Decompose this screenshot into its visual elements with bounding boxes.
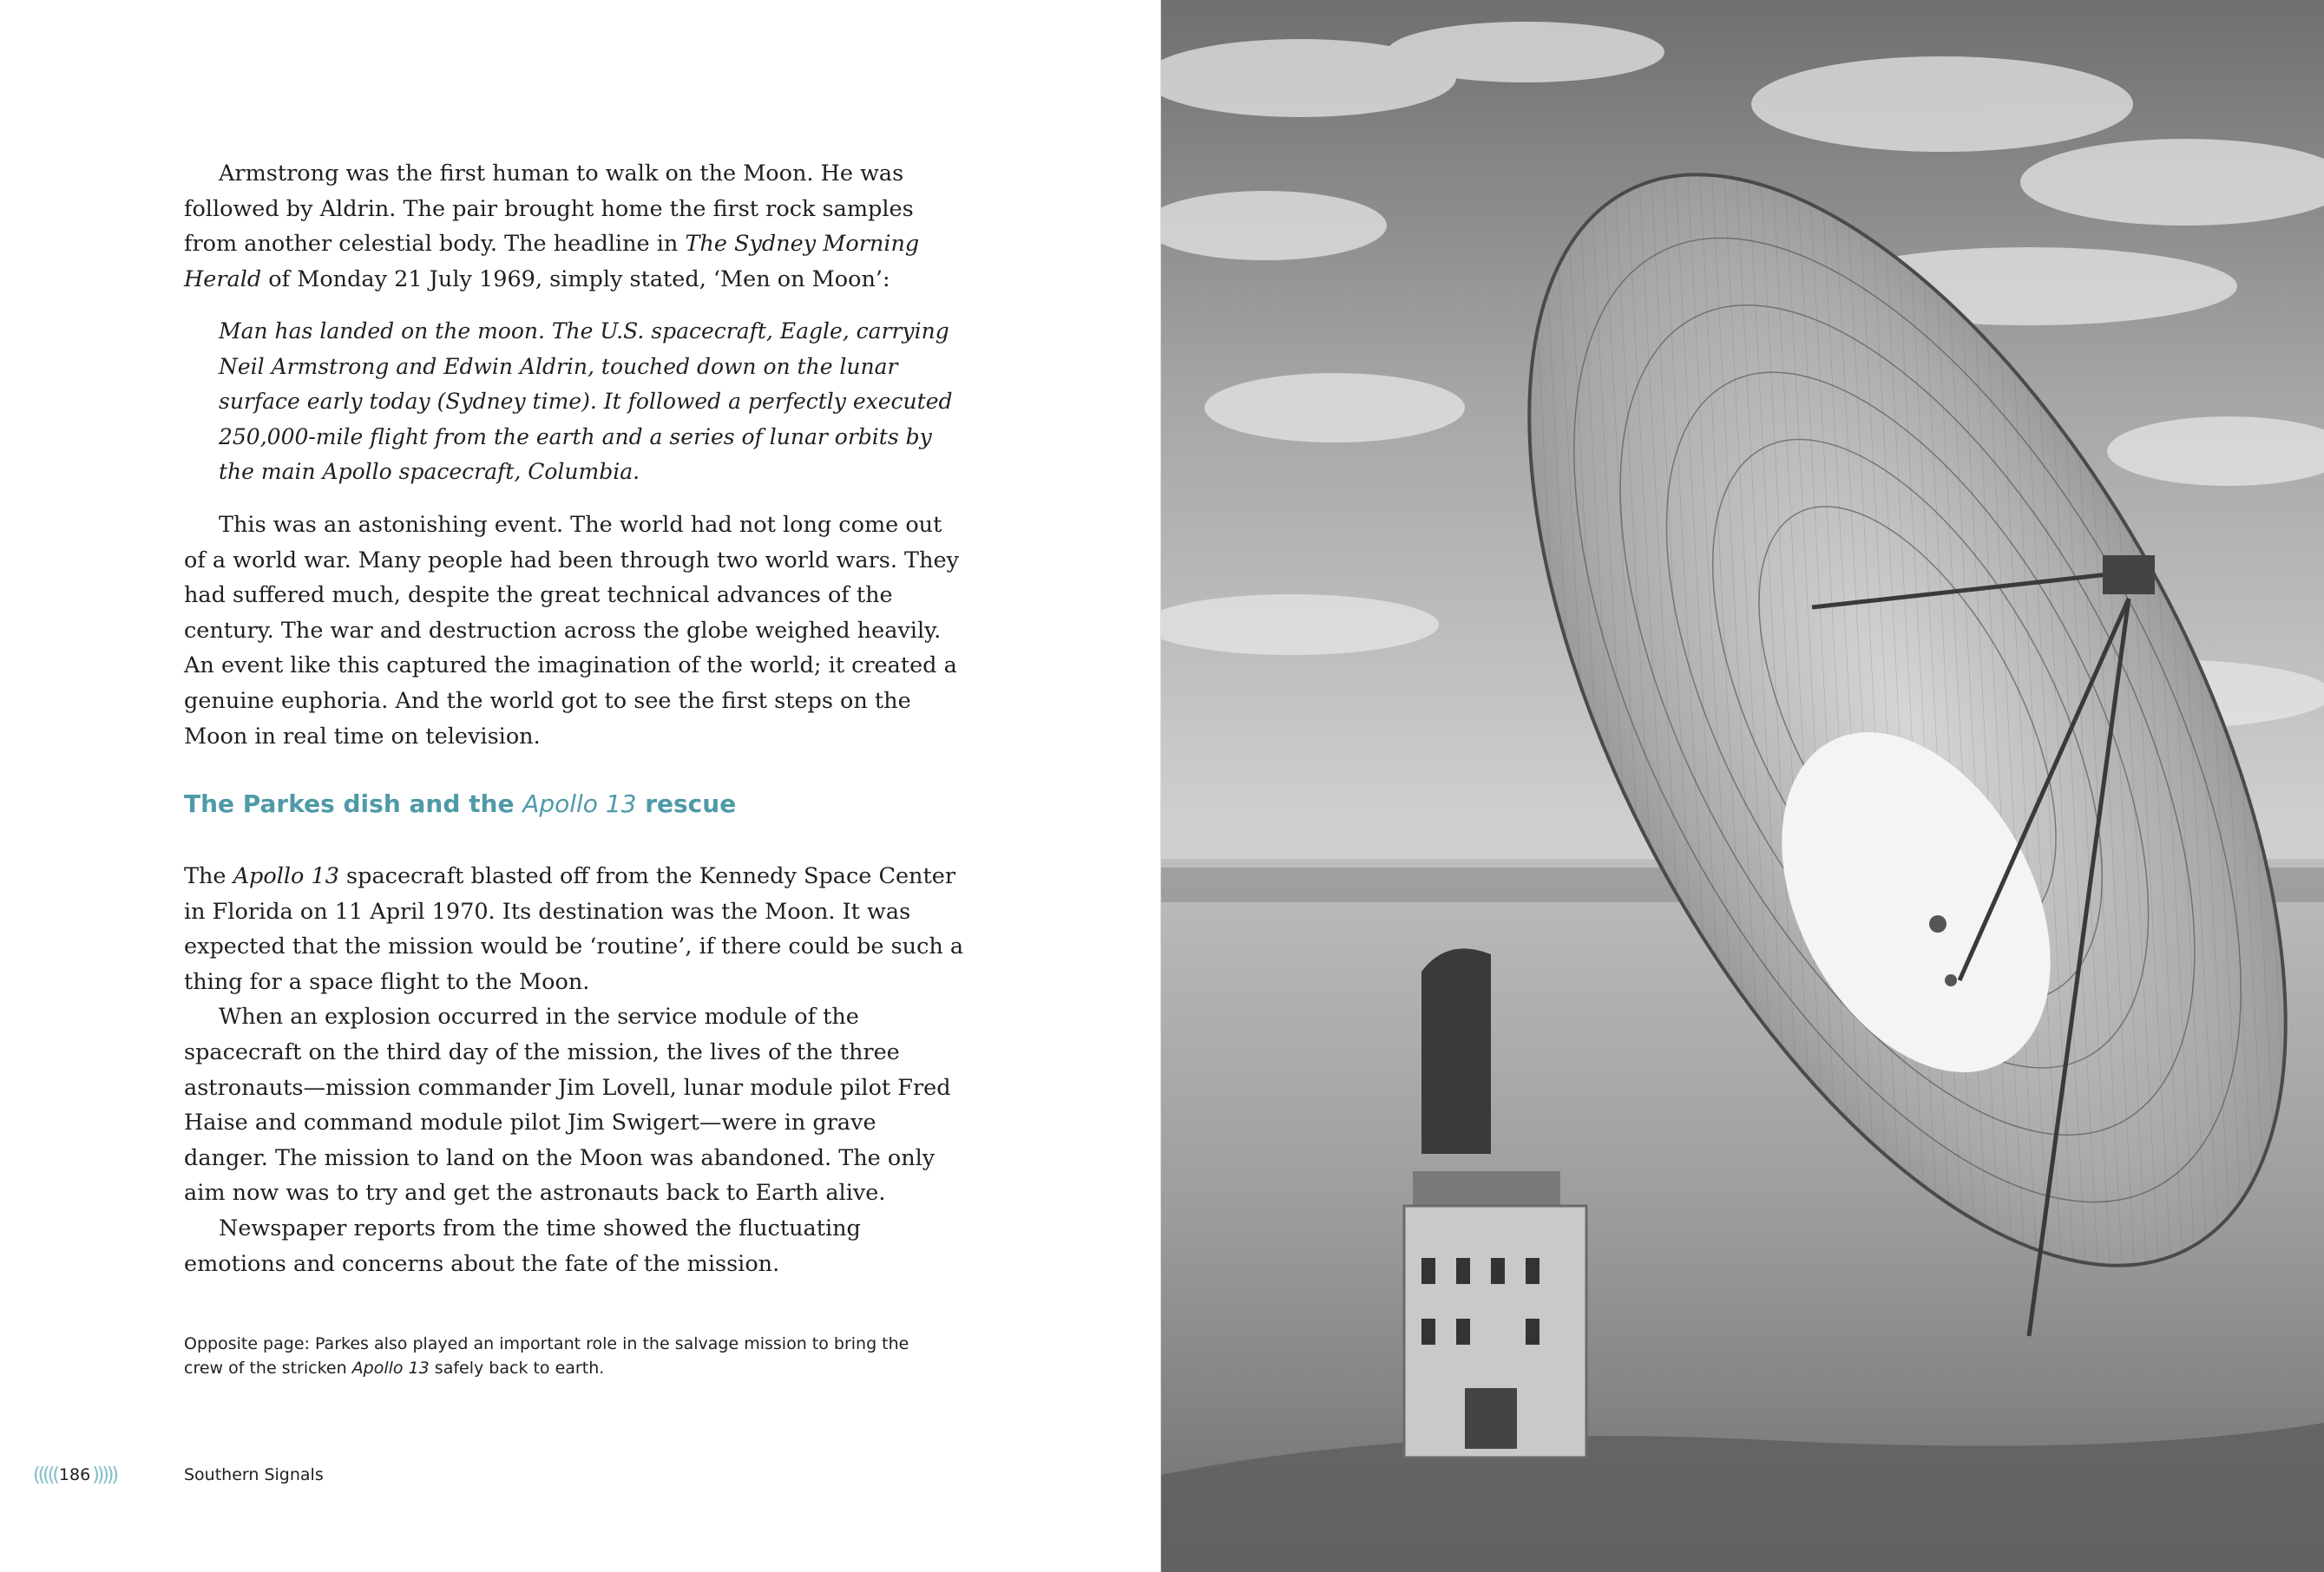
euphoria-text [184, 508, 965, 754]
paragraph-newspaper-reports: Newspaper reports from the time showed the fluctuating emotions and concerns about the fate of the mission. [184, 1215, 861, 1277]
parkes-radio-telescope-photo [1161, 0, 2324, 1572]
signal-waves-left-icon: ((((( [33, 1464, 57, 1486]
paragraph-launch: The Apollo 13 spacecraft blasted off from the Kennedy Space Center in Florida on 11 April 1970. Its destination was the Moon. It was expected that the mission would be ‘routine’, if there could be such a thing for a space flight to the Moon. [184, 863, 964, 995]
apollo13-text [184, 859, 965, 1281]
right-page [1161, 0, 2324, 1572]
signal-waves-right-icon: ))))) [92, 1464, 117, 1486]
paragraph-armstrong: Armstrong was the first human to walk on the Moon. He was followed by Aldrin. The pair brought home the first rock samples from another celestial body. The headline in The Sydney Morning Herald of Monday 21 July 1969, simply stated, ‘Men on Moon’: [184, 160, 920, 292]
section-heading: The Parkes dish and the Apollo 13 rescue [184, 789, 737, 818]
focus-cabin [2103, 555, 2155, 594]
page-folio [33, 1457, 116, 1492]
running-title: Southern Signals [184, 1465, 324, 1484]
newspaper-title: The Sydney Morning Herald [184, 231, 920, 292]
left-page [0, 0, 1161, 1572]
page-number: 186 [58, 1465, 91, 1484]
paragraph-explosion: When an explosion occurred in the service module of the spacecraft on the third day of the mission, the lives of the three astronauts—mission commander Jim Lovell, lunar module pilot Fred Haise and command module pilot Jim Swigert—were in grave danger. The mission to land on the Moon was abandoned. The only aim now was to try and get the astronauts back to Earth alive. [184, 1004, 951, 1207]
intro-text [184, 156, 965, 297]
newspaper-quote: Man has landed on the moon. The U.S. spacecraft, Eagle, carrying Neil Armstrong and Edwin Aldrin, touched down on the lunar surface early today (Sydney time). It followed a perfectly executed 250,000-mile flight from the earth and a series of lunar orbits by the main Apollo spacecraft, Columbia. [219, 318, 953, 485]
photo-caption: Opposite page: Parkes also played an important role in the salvage mission to bring the crew of the stricken Apollo 13 safely back to earth. [184, 1334, 909, 1378]
paragraph-euphoria: This was an astonishing event. The world had not long come out of a world war. Many people had been through two world wars. They had suffered much, despite the great technical advances of the century. The war and destruction across the globe weighed heavily. An event like this captured the imagination of the world; it created a genuine euphoria. And the world got to see the first steps on the Moon in real time on television. [184, 512, 959, 750]
